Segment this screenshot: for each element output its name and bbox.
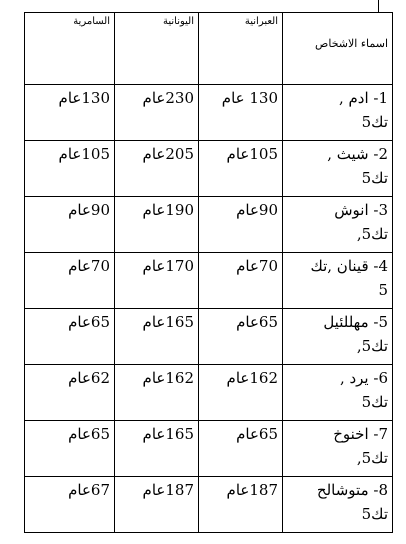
person-name-cell	[283, 85, 393, 141]
samaritan-age: 105عام	[25, 141, 115, 197]
hebrew-age: 105عام	[199, 141, 283, 197]
person-name-cell	[283, 365, 393, 421]
header-hebrew: العبرانية	[199, 13, 283, 85]
greek-age: 165عام	[115, 309, 199, 365]
person-name: 4- قينان ,تك	[310, 257, 388, 275]
greek-age: 230عام	[115, 85, 199, 141]
person-reference: 5	[378, 281, 388, 299]
hebrew-age: 187عام	[199, 477, 283, 533]
header-samaritan: السامرية	[25, 13, 115, 85]
greek-age: 205عام	[115, 141, 199, 197]
person-name-cell	[283, 141, 393, 197]
person-reference: تك5	[361, 393, 388, 411]
hebrew-age: 65عام	[199, 421, 283, 477]
person-name: 5- مهللئيل	[323, 313, 388, 331]
greek-age: 165عام	[115, 421, 199, 477]
person-name-cell	[283, 197, 393, 253]
hebrew-age: 65عام	[199, 309, 283, 365]
samaritan-age: 130عام	[25, 85, 115, 141]
hebrew-age: 130 عام	[199, 85, 283, 141]
person-name: 8- متوشالح	[316, 481, 388, 499]
person-reference: تك5	[361, 113, 388, 131]
person-reference: تك5	[361, 169, 388, 187]
person-name: 3- انوش	[334, 201, 388, 219]
samaritan-age: 90عام	[25, 197, 115, 253]
table-row	[25, 477, 393, 533]
table-row	[25, 365, 393, 421]
greek-age: 187عام	[115, 477, 199, 533]
samaritan-age: 67عام	[25, 477, 115, 533]
table-row	[25, 141, 393, 197]
person-reference: تك5,	[356, 449, 388, 467]
person-name-cell	[283, 421, 393, 477]
hebrew-age: 162عام	[199, 365, 283, 421]
person-reference: تك5,	[356, 225, 388, 243]
hebrew-age: 90عام	[199, 197, 283, 253]
genealogy-ages-table	[24, 12, 393, 533]
table-row	[25, 197, 393, 253]
samaritan-age: 65عام	[25, 421, 115, 477]
person-name: 2- شيث ,	[327, 145, 388, 163]
person-name-cell	[283, 309, 393, 365]
table-row	[25, 309, 393, 365]
person-name-cell	[283, 477, 393, 533]
person-name: 6- يرد ,	[339, 369, 388, 387]
person-name-cell	[283, 253, 393, 309]
greek-age: 162عام	[115, 365, 199, 421]
hebrew-age: 70عام	[199, 253, 283, 309]
samaritan-age: 70عام	[25, 253, 115, 309]
greek-age: 190عام	[115, 197, 199, 253]
person-name: 7- اخنوخ	[333, 425, 388, 443]
samaritan-age: 65عام	[25, 309, 115, 365]
person-name: 1- ادم ,	[338, 89, 388, 107]
table-header-row	[25, 13, 393, 85]
page-edge-mark	[378, 0, 379, 12]
table-row	[25, 421, 393, 477]
header-names: اسماء الاشخاص	[283, 13, 393, 85]
person-reference: تك5	[361, 505, 388, 523]
samaritan-age: 62عام	[25, 365, 115, 421]
header-greek: اليونانية	[115, 13, 199, 85]
table-row	[25, 253, 393, 309]
person-reference: تك5,	[356, 337, 388, 355]
table-row	[25, 85, 393, 141]
greek-age: 170عام	[115, 253, 199, 309]
